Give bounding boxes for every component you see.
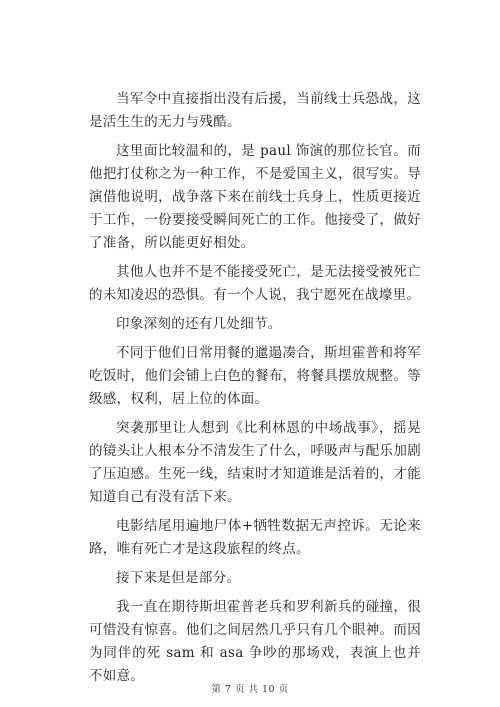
paragraph: 电影结尾用遍地尸体+牺牲数据无声控诉。无论来路，唯有死亡才是这段旅程的终点。 — [89, 518, 421, 557]
page-number-footer: 第 7 页 共 10 页 — [211, 684, 289, 695]
paragraph: 其他人也并不是不能接受死亡，是无法接受被死亡的未知凌迟的恐惧。有一个人说，我宁愿死在战壕里。 — [89, 264, 421, 303]
paragraph: 这里面比较温和的，是 paul 饰演的那位长官。而他把打仗称之为一种工作，不是爱国主义，很写实。导演借他说明，战争落下来在前线士兵身上，性质更接近于工作，一份要接受瞬间死亡的工作。他接受了，做好了准备，所以能更好相处。 — [89, 143, 421, 251]
paragraph: 印象深刻的还有几处细节。 — [116, 316, 282, 332]
paragraph: 突袭那里让人想到《比利林恩的中场战事》，摇晃的镜头让人根本分不清发生了什么，呼吸声与配乐加剧了压迫感。生死一线，结束时才知道谁是活着的，才能知道自己有没有活下来。 — [89, 420, 421, 505]
paragraph: 当军令中直接指出没有后援，当前线士兵恐战，这是活生生的无力与残酷。 — [89, 91, 421, 130]
paragraph: 我一直在期待斯坦霍普老兵和罗利新兵的碰撞，很可惜没有惊喜。他们之间居然几乎只有几个眼神。而因为同伴的死 sam 和 asa 争吵的那场戏，表演上也并不如意。 — [89, 599, 421, 684]
paragraph: 接下来是但是部分。 — [116, 570, 241, 586]
document-body — [89, 88, 421, 694]
paragraph: 不同于他们日常用餐的邋遢凑合，斯坦霍普和将军吃饭时，他们会铺上白色的餐布，将餐具摆放规整。等级感，权利，居上位的体面。 — [89, 345, 421, 407]
